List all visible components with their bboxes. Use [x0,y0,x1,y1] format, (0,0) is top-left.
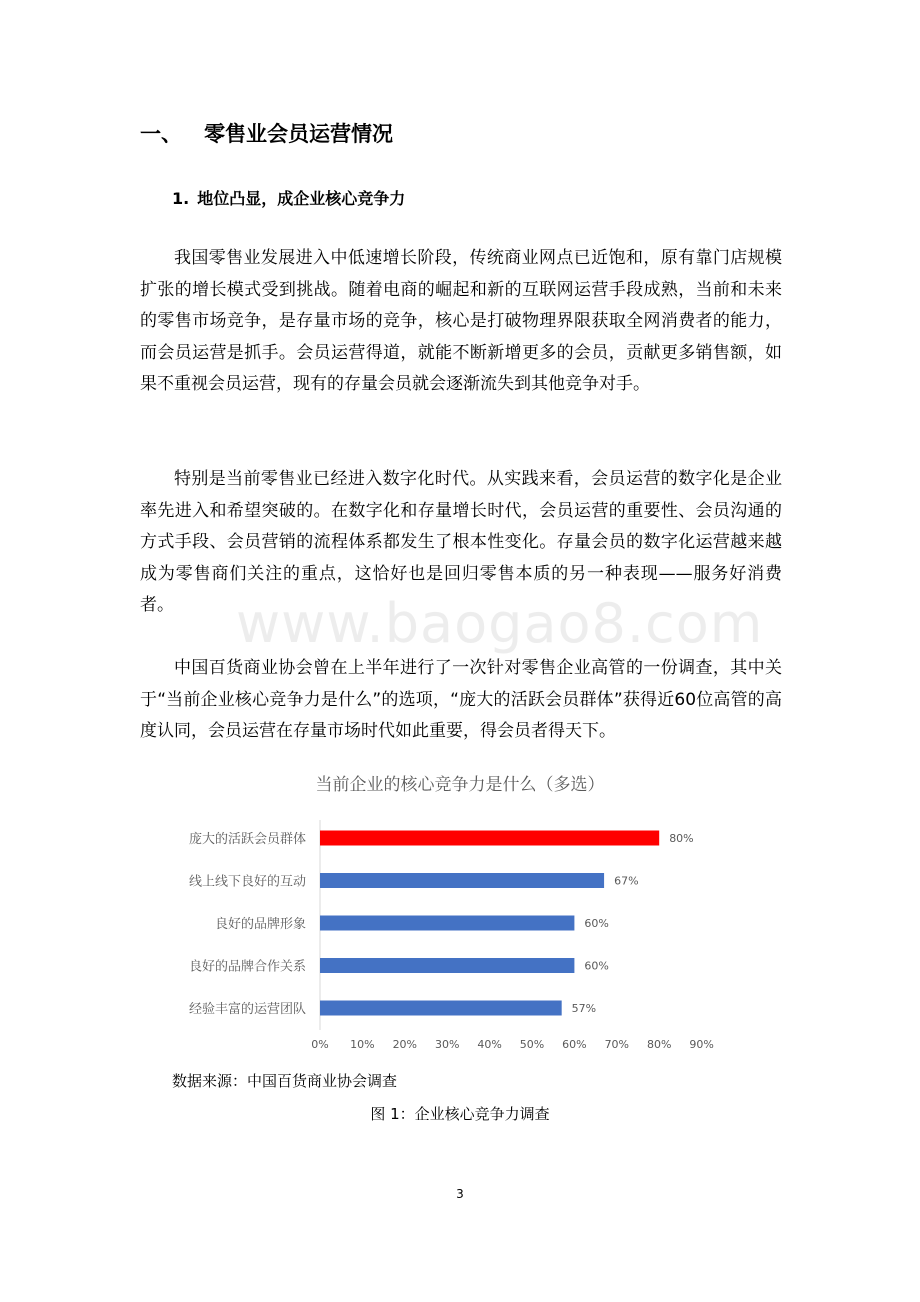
subsection-title: 地位凸显，成企业核心竞争力 [197,189,406,208]
bar [320,1001,562,1016]
x-tick-label: 30% [434,1038,460,1051]
bar-value-label: 60% [584,917,609,930]
x-tick-label: 10% [350,1038,375,1051]
subsection-heading [172,186,405,209]
bar [320,958,574,973]
x-tick-label: 80% [646,1038,672,1051]
category-label: 良好的品牌形象 [214,917,306,932]
section-number: 一、 [140,122,182,146]
watermark: www.baogao8.com [236,592,764,655]
chart-title: 当前企业的核心竞争力是什么（多选） [315,775,605,795]
category-label: 经验丰富的运营团队 [188,1002,306,1017]
x-tick-label: 20% [392,1038,418,1051]
paragraph-1: 我国零售业发展进入中低速增长阶段，传统商业网点已近饱和，原有靠门店规模扩张的增长模式受到挑战。随着电商的崛起和新的互联网运营手段成熟，当前和未来的零售市场竞争，是存量市场的竞争，核心是打破物理界限获取全网消费者的能力，而会员运营是抓手。会员运营得道，就能不断新增更多的会员，贡献更多销售额，如果不重视会员运营，现有的存量会员就会逐渐流失到其他竞争对手。 [140,248,782,395]
bar-chart [140,760,780,1060]
bar-value-label: 67% [614,874,639,888]
paragraph-2: 特别是当前零售业已经进入数字化时代。从实践来看，会员运营的数字化是企业率先进入和希望突破的。在数字化和存量增长时代，会员运营的重要性、会员沟通的方式手段、会员营销的流程体系都发生了根本性变化。存量会员的数字化运营越来越成为零售商们关注的重点，这恰好也是回归零售本质的另一种表现——服务好消费者。 [140,469,782,616]
bar [320,873,604,888]
x-tick-label: 50% [519,1038,545,1051]
bar [320,916,574,931]
figure-caption: 图 1：企业核心竞争力调查 [370,1105,550,1123]
paragraph-3: 中国百货商业协会曾在上半年进行了一次针对零售企业高管的一份调查，其中关于“当前企业核心竞争力是什么”的选项，“庞大的活跃会员群体”获得近60位高管的高度认同，会员运营在存量市场时代如此重要，得会员者得天下。 [140,658,782,742]
subsection-number: 1. [172,189,190,208]
bar [320,831,659,846]
x-tick-label: 40% [477,1038,502,1051]
data-source: 数据来源：中国百货商业协会调查 [172,1072,398,1090]
bar-value-label: 80% [669,832,694,845]
bar-value-label: 57% [571,1002,597,1015]
bar-value-label: 60% [584,959,609,973]
page-number: 3 [456,1187,464,1201]
category-label: 庞大的活跃会员群体 [188,832,306,847]
section-title: 零售业会员运营情况 [204,122,393,146]
category-label: 线上线下良好的互动 [188,874,306,890]
section-heading [140,118,393,148]
category-label: 良好的品牌合作关系 [188,959,306,975]
x-tick-label: 70% [604,1038,630,1051]
x-tick-label: 0% [311,1038,329,1051]
x-tick-label: 60% [562,1038,587,1051]
x-tick-label: 90% [689,1038,714,1051]
